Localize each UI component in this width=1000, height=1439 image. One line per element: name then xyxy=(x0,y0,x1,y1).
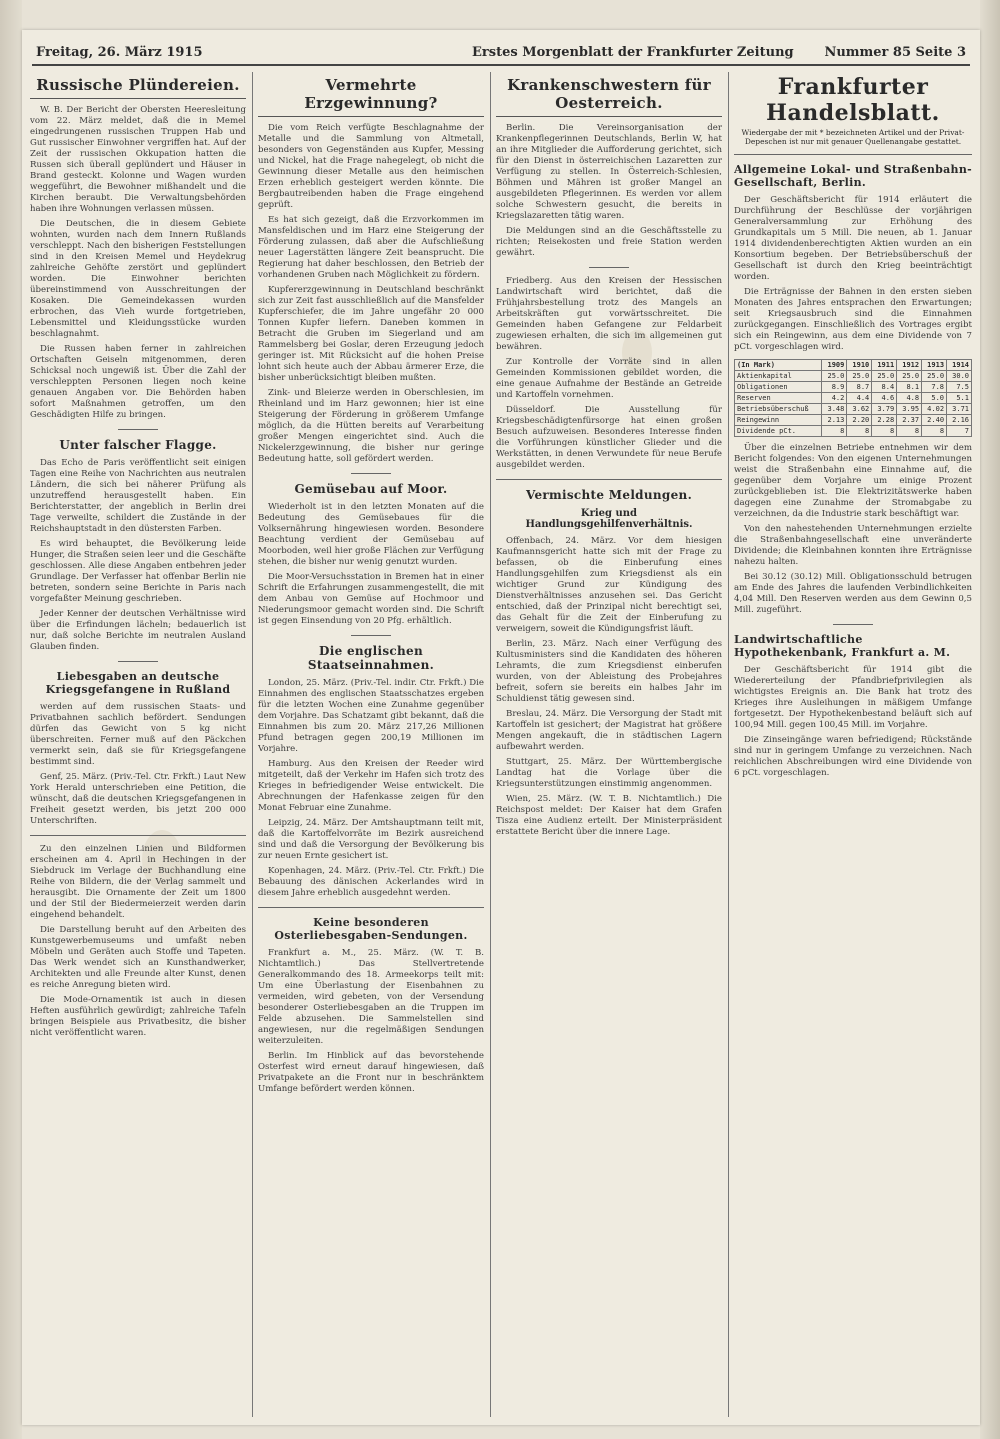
article-paragraph: Offenbach, 24. März. Vor dem hiesigen Kaufmannsgericht hatte sich mit der Frage zu befassen, ob die Einberufung eines Handlungsgehilfen zum Kriegsdienst als ein wichtiger Grund zur Kündigung des Dienstverhältnisses anzusehen sei. Das Gericht entschied, daß der Prinzipal nicht berechtigt sei, das Gehalt für die Zeit der Einberufung zu verweigern, soweit die Kündigungsfrist läuft. xyxy=(496,536,722,634)
article-paragraph: Die Moor-Versuchsstation in Bremen hat in einer Schrift die Erfahrungen zusammengestellt, die mit dem Anbau von Gemüse auf Hochmoor und Niederungsmoor gemacht worden sind. Die Schrift ist gegen Einsendung von 20 Pfg. erhältlich. xyxy=(258,572,484,626)
table-cell: 2.13 xyxy=(822,415,847,426)
article-paragraph: Der Geschäftsbericht für 1914 gibt die Wiedererteilung der Pfandbriefprivilegien als wichtigstes Ereignis an. Die Bank hat trotz des Krieges ihre Ausleihungen in mäßigem Umfange fortgesetzt. Der Hypothekenbestand beläuft sich auf 100,94 Mill. gegen 100,45 Mill. im Vorjahre. xyxy=(734,665,972,730)
article-paragraph: Die vom Reich verfügte Beschlagnahme der Metalle und die Sammlung von Altmetall, besonders von Gegenständen aus Kupfer, Messing und Nickel, hat die Frage nahegelegt, ob nicht die Gewinnung dieser Metalle aus den heimischen Erzen erheblich gesteigert werden könnte. Die Bergbautreibenden haben die Frage eingehend geprüft. xyxy=(258,123,484,210)
article-paragraph: W. B. Der Bericht der Obersten Heeresleitung vom 22. März meldet, daß die in Memel eingedrungenen russischen Truppen Hab und Gut russischer Einwohner vergriffen hat. Auf der Zeit der russischen Okkupation hatten die Russen sich überall geplündert und Häuser in Brand gesteckt. Kolonne und Wagen wurden weggeführt, die Bewohner mißhandelt und die Kirchen beraubt. Die Verwaltungsbehörden haben ihre Wohnungen verlassen müssen. xyxy=(30,105,246,214)
article-paragraph: Bei 30.12 (30.12) Mill. Obligationsschuld betrugen am Ende des Jahres die laufenden Verbindlichkeiten 4,04 Mill. Den Reserven werden aus dem Gewinn 0,5 Mill. zugeführt. xyxy=(734,572,972,615)
article-paragraph: Wiederholt ist in den letzten Monaten auf die Bedeutung des Gemüsebaues für die Volksernährung hingewiesen worden. Besondere Beachtung verdient der Gemüsebau auf Moorboden, weil hier große Flächen zur Verfügung stehen, die bisher nur wenig genutzt wurden. xyxy=(258,502,484,567)
article-paragraph: Die Russen haben ferner in zahlreichen Ortschaften Geiseln mitgenommen, deren Schicksal noch ungewiß ist. Über die Zahl der verschleppten Personen liegen noch keine genauen Angaben vor. Die Behörden haben sofort Maßnahmen getroffen, um den Geschädigten Hilfe zu bringen. xyxy=(30,344,246,420)
table-cell: 25.0 xyxy=(922,371,947,382)
article-headline: Russische Plündereien. xyxy=(30,76,246,99)
table-cell: 30.0 xyxy=(947,371,972,382)
table-cell: Aktienkapital xyxy=(735,371,822,382)
table-cell: 3.48 xyxy=(822,404,847,415)
article-headline: Vermischte Meldungen. xyxy=(525,488,693,502)
table-header-cell: 1910 xyxy=(847,360,872,371)
article-headline: Vermehrte Erzgewinnung? xyxy=(258,76,484,117)
table-cell: 2.37 xyxy=(897,415,922,426)
table-cell: 4.2 xyxy=(822,393,847,404)
article-paragraph: Frankfurt a. M., 25. März. (W. T. B. Nichtamtlich.) Das Stellvertretende Generalkommando des 18. Armeekorps teilt mit: Um eine Überlastung der Eisenbahnen zu vermeiden, wird gebeten, von der Versendung besonderer Osterliebesgaben an die Truppen im Felde abzusehen. Die Sammelstellen sind angewiesen, nur die regelmäßigen Sendungen weiterzuleiten. xyxy=(258,948,484,1046)
table-cell: 7.8 xyxy=(922,382,947,393)
table-cell: 8 xyxy=(922,426,947,437)
table-cell: 4.02 xyxy=(922,404,947,415)
table-cell: 8.4 xyxy=(872,382,897,393)
divider xyxy=(589,267,629,268)
table-row xyxy=(735,415,972,426)
table-header-cell: 1912 xyxy=(897,360,922,371)
table-cell: 2.28 xyxy=(872,415,897,426)
divider xyxy=(118,661,158,662)
table-header-cell: 1909 xyxy=(822,360,847,371)
table-row xyxy=(735,404,972,415)
article-paragraph: Kupfererzgewinnung in Deutschland beschränkt sich zur Zeit fast ausschließlich auf die Mansfelder Kupferschiefer, die im Jahre ungefähr 20 000 Tonnen Kupfer liefern. Daneben kommen in Betracht die Gruben im Siegerland und am Rammelsberg bei Goslar, deren Erzeugung jedoch geringer ist. Mit Rücksicht auf die hohen Preise lohnt sich heute auch der Abbau ärmerer Erze, die bisher unberücksichtigt bleiben mußten. xyxy=(258,285,484,383)
table-header-cell: 1914 xyxy=(947,360,972,371)
table-cell: 5.1 xyxy=(947,393,972,404)
table-cell: 5.0 xyxy=(922,393,947,404)
article-paragraph: Es hat sich gezeigt, daß die Erzvorkommen im Mansfeldischen und im Harz eine Steigerung der Förderung zulassen, daß aber die Aufschließung neuer Lagerstätten längere Zeit beansprucht. Die Regierung hat daher beschlossen, den Betrieb der vorhandenen Gruben nach Möglichkeit zu fördern. xyxy=(258,215,484,280)
table-cell: 3.62 xyxy=(847,404,872,415)
table-cell: 4.6 xyxy=(872,393,897,404)
divider xyxy=(258,907,484,908)
table-cell: 3.79 xyxy=(872,404,897,415)
table-cell: 8.7 xyxy=(847,382,872,393)
article-headline: Unter falscher Flagge. xyxy=(59,438,217,452)
table-row xyxy=(735,382,972,393)
column-1 xyxy=(30,72,246,1417)
table-header-cell: 1911 xyxy=(872,360,897,371)
divider xyxy=(833,624,873,625)
article-paragraph: Zu den einzelnen Linien und Bildformen erscheinen am 4. April in Hechingen in der Siebdruck im Verlage der Buchhandlung eine Reihe von Bildern, die der Verlag sammelt und herausgibt. Die Ornamente der Zeit um 1800 und der Stil der Biedermeierzeit werden darin eingehend behandelt. xyxy=(30,844,246,920)
table-row xyxy=(735,426,972,437)
article-headline: Krankenschwestern für Oesterreich. xyxy=(496,76,722,117)
article-paragraph: Das Echo de Paris veröffentlicht seit einigen Tagen eine Reihe von Nachrichten aus neutralen Ländern, die sich bei näherer Prüfung als unzutreffend herausgestellt haben. Ein Berichterstatter, der angeblich in Berlin drei Tage verweilte, schildert die Zustände in der Reichshauptstadt in den düstersten Farben. xyxy=(30,458,246,534)
page-binding-right xyxy=(980,0,1000,1439)
article-paragraph: Genf, 25. März. (Priv.-Tel. Ctr. Frkft.) Laut New York Herald unterschrieben eine Petition, die wünscht, daß die deutschen Kriegsgefangenen in Freiheit gesetzt werden, bis jetzt 200 000 Unterschriften. xyxy=(30,772,246,826)
column-2 xyxy=(258,72,484,1417)
table-cell: Reingewinn xyxy=(735,415,822,426)
article-headline: Die englischen Staatseinnahmen. xyxy=(307,644,435,672)
table-cell: 8.9 xyxy=(822,382,847,393)
section-note: Wiedergabe der mit * bezeichneten Artikel und der Privat-Depeschen ist nur mit genauer Quellenangabe gestattet. xyxy=(741,128,965,146)
table-cell: 3.95 xyxy=(897,404,922,415)
table-header-cell: 1913 xyxy=(922,360,947,371)
article-paragraph: Stuttgart, 25. März. Der Württembergische Landtag hat die Vorlage über die Kriegsunterstützungen einstimmig angenommen. xyxy=(496,757,722,789)
article-paragraph: Zur Kontrolle der Vorräte sind in allen Gemeinden Kommissionen gebildet worden, die eine genaue Aufnahme der Bestände an Getreide und Kartoffeln vornehmen. xyxy=(496,357,722,400)
table-cell: 2.40 xyxy=(922,415,947,426)
column-4-handelsblatt xyxy=(734,72,972,1417)
table-header-cell: (In Mark) xyxy=(735,360,822,371)
article-paragraph: Friedberg. Aus den Kreisen der Hessischen Landwirtschaft wird berichtet, daß die Frühjahrsbestellung trotz des Mangels an Arbeitskräften gut vorwärtsschreitet. Die Gemeinden haben Gefangene zur Feldarbeit zugewiesen erhalten, die sich im allgemeinen gut bewähren. xyxy=(496,276,722,352)
article-paragraph: Düsseldorf. Die Ausstellung für Kriegsbeschädigtenfürsorge hat einen großen Besuch aufzuweisen. Besonderes Interesse finden die Vorführungen künstlicher Glieder und die Werkstätten, in denen Verwundete für neue Berufe ausgebildet werden. xyxy=(496,405,722,470)
table-cell: Obligationen xyxy=(735,382,822,393)
article-paragraph: Breslau, 24. März. Die Versorgung der Stadt mit Kartoffeln ist gesichert; der Magistrat hat größere Mengen angekauft, die in städtischen Lagern aufbewahrt werden. xyxy=(496,709,722,752)
article-paragraph: Wien, 25. März. (W. T. B. Nichtamtlich.) Die Reichspost meldet: Der Kaiser hat dem Grafen Tisza eine Audienz erteilt. Der Ministerpräsident erstattete Bericht über die innere Lage. xyxy=(496,794,722,837)
article-paragraph: Die Erträgnisse der Bahnen in den ersten sieben Monaten des Jahres entsprachen den Erwartungen; seit Kriegsausbruch sind die Einnahmen zurückgegangen. Einschließlich des Vortrages ergibt sich ein Reingewinn, aus dem eine Dividende von 7 pCt. vorgeschlagen wird. xyxy=(734,287,972,352)
table-cell: 2.20 xyxy=(847,415,872,426)
article-paragraph: Jeder Kenner der deutschen Verhältnisse wird über die Erfindungen lächeln; bedauerlich ist nur, daß solche Berichte im neutralen Ausland Glauben finden. xyxy=(30,609,246,652)
masthead-paper-name: Erstes Morgenblatt der Frankfurter Zeitung xyxy=(472,45,794,60)
article-headline: Landwirtschaftliche Hypothekenbank, Frankfurt a. M. xyxy=(734,633,951,659)
table-cell: 8 xyxy=(872,426,897,437)
article-paragraph: Der Geschäftsbericht für 1914 erläutert die Durchführung der Beschlüsse der vorjährigen Generalversammlung zur Erhöhung des Grundkapitals um 5 Mill. Die neuen, ab 1. Januar 1914 dividendenberechtigten Aktien wurden an ein Konsortium begeben. Der Betriebsüberschuß der Gesellschaft ist durch den Krieg beeinträchtigt worden. xyxy=(734,195,972,282)
article-paragraph: Die Zinseingänge waren befriedigend; Rückstände sind nur in geringem Umfange zu verzeichnen. Nach reichlichen Abschreibungen wird eine Dividende von 6 pCt. vorgeschlagen. xyxy=(734,735,972,778)
article-paragraph: Berlin. Im Hinblick auf das bevorstehende Osterfest wird erneut darauf hingewiesen, daß Privatpakete an die Front nur in beschränktem Umfange befördert werden können. xyxy=(258,1051,484,1094)
article-paragraph: Die Mode-Ornamentik ist auch in diesen Heften ausführlich gewürdigt; zahlreiche Tafeln bringen Beispiele aus Privatbesitz, die bisher nicht veröffentlicht waren. xyxy=(30,995,246,1038)
article-paragraph: Kopenhagen, 24. März. (Priv.-Tel. Ctr. Frkft.) Die Bebauung des dänischen Ackerlandes wird in diesem Jahre erheblich ausgedehnt werden. xyxy=(258,866,484,898)
table-cell: 25.0 xyxy=(822,371,847,382)
financial-table xyxy=(734,359,972,437)
article-paragraph: Es wird behauptet, die Bevölkerung leide Hunger, die Straßen seien leer und die Geschäfte geschlossen. Alle diese Angaben entbehren jeder Grundlage. Der Verfasser hat offenbar Berlin nie betreten, sondern seine Berichte in Paris nach vorgefaßter Meinung geschrieben. xyxy=(30,539,246,604)
column-rule xyxy=(728,72,729,1417)
masthead-date: Freitag, 26. März 1915 xyxy=(36,45,203,60)
article-headline: Allgemeine Lokal- und Straßenbahn-Gesellschaft, Berlin. xyxy=(734,163,972,189)
table-cell: Reserven xyxy=(735,393,822,404)
table-cell: 4.8 xyxy=(897,393,922,404)
table-cell: 7.5 xyxy=(947,382,972,393)
table-cell: 8 xyxy=(897,426,922,437)
article-paragraph: Die Darstellung beruht auf den Arbeiten des Kunstgewerbemuseums und umfaßt neben Möbeln und Geräten auch Stoffe und Tapeten. Das Werk wendet sich an Kunsthandwerker, Architekten und alle Freunde alter Kunst, denen es reiche Anregung bieten wird. xyxy=(30,925,246,990)
table-cell: 25.0 xyxy=(847,371,872,382)
article-headline: Keine besonderen Osterliebesgaben-Sendungen. xyxy=(274,916,468,942)
article-paragraph: Zink- und Bleierze werden in Oberschlesien, im Rheinland und im Harz gewonnen; hier ist eine Steigerung der Förderung in größerem Umfange möglich, da die Hütten bereits auf Verarbeitung großer Mengen eingerichtet sind. Auch die Nickelerzgewinnung, die bisher nur geringe Bedeutung hatte, soll gefördert werden. xyxy=(258,388,484,464)
divider xyxy=(118,429,158,430)
table-cell: 3.71 xyxy=(947,404,972,415)
column-rule xyxy=(490,72,491,1417)
column-3 xyxy=(496,72,722,1417)
table-cell: 8.1 xyxy=(897,382,922,393)
divider xyxy=(496,479,722,480)
article-paragraph: werden auf dem russischen Staats- und Privatbahnen sachlich befördert. Sendungen dürfen das Gewicht von 5 kg nicht überschreiten. Ferner muß auf den Päckchen vermerkt sein, daß sie für Kriegsgefangene bestimmt sind. xyxy=(30,702,246,767)
table-row xyxy=(735,371,972,382)
table-cell: 8 xyxy=(847,426,872,437)
table-cell: 2.16 xyxy=(947,415,972,426)
table-cell: 25.0 xyxy=(897,371,922,382)
article-subheadline: Krieg und Handlungsgehilfenverhältnis. xyxy=(525,508,693,530)
article-paragraph: London, 25. März. (Priv.-Tel. indir. Ctr. Frkft.) Die Einnahmen des englischen Staatsschatzes ergeben für die letzten Wochen eine Zunahme gegenüber dem Vorjahre. Das Schatzamt gibt bekannt, daß die Einnahmen bis zum 20. März 217,26 Millionen Pfund betragen gegen 200,19 Millionen im Vorjahre. xyxy=(258,678,484,754)
column-rule xyxy=(252,72,253,1417)
article-paragraph: Hamburg. Aus den Kreisen der Reeder wird mitgeteilt, daß der Verkehr im Hafen sich trotz des Krieges in befriedigender Weise entwickelt. Die Abrechnungen der Hafenkasse zeigen für den Monat Februar eine Zunahme. xyxy=(258,759,484,813)
article-paragraph: Die Meldungen sind an die Geschäftsstelle zu richten; Reisekosten und freie Station werden gewährt. xyxy=(496,226,722,258)
article-paragraph: Die Deutschen, die in diesem Gebiete wohnten, wurden nach dem Innern Rußlands verschleppt. Nach den bisherigen Feststellungen sind in den Kreisen Memel und Heydekrug zahlreiche Gehöfte zerstört und geplündert worden. Die Einwohner berichten übereinstimmend von Ausschreitungen der Kosaken. Die Gemeindekassen wurden erbrochen, das Vieh wurde fortgetrieben, Lebensmittel und Kleidungsstücke wurden beschlagnahmt. xyxy=(30,219,246,339)
article-headline: Liebesgaben an deutsche Kriegsgefangene in Rußland xyxy=(45,670,231,696)
table-cell: 25.0 xyxy=(872,371,897,382)
article-headline: Gemüsebau auf Moor. xyxy=(294,482,448,496)
article-paragraph: Berlin, 23. März. Nach einer Verfügung des Kultusministers sind die Kandidaten des höheren Lehramts, die zum Kriegsdienst einberufen wurden, von der Ableistung des Probejahres befreit, sofern sie bereits ein halbes Jahr im Schuldienst tätig gewesen sind. xyxy=(496,639,722,704)
page-binding-left xyxy=(0,0,22,1439)
divider xyxy=(351,473,391,474)
article-paragraph: Berlin. Die Vereinsorganisation der Krankenpflegerinnen Deutschlands, Berlin W, hat an ihre Mitglieder die Aufforderung gerichtet, sich für den Dienst in österreichischen Lazaretten zur Verfügung zu stellen. In Österreich-Schlesien, Böhmen und Mähren ist großer Mangel an ausgebildeten Pflegerinnen. Es werden vor allem solche Schwestern gesucht, die bereits in Kriegslazaretten tätig waren. xyxy=(496,123,722,221)
divider xyxy=(30,835,246,836)
masthead-page-number: Nummer 85 Seite 3 xyxy=(824,45,966,60)
masthead xyxy=(32,42,970,66)
table-cell: 7 xyxy=(947,426,972,437)
divider xyxy=(734,154,972,155)
table-cell: Betriebsüberschuß xyxy=(735,404,822,415)
table-cell: 8 xyxy=(822,426,847,437)
article-paragraph: Leipzig, 24. März. Der Amtshauptmann teilt mit, daß die Kartoffelvorräte im Bezirk ausreichend sind und daß die Versorgung der Bevölkerung bis zur neuen Ernte gesichert ist. xyxy=(258,818,484,861)
section-title: Frankfurter Handelsblatt. xyxy=(766,74,940,126)
table-cell: Dividende pCt. xyxy=(735,426,822,437)
table-row xyxy=(735,393,972,404)
article-paragraph: Über die einzelnen Betriebe entnehmen wir dem Bericht folgendes: Von den eigenen Unternehmungen weist die Straßenbahn eine Einnahme auf, die gegenüber dem Vorjahre um einige Prozent zurückgeblieben ist. Die Elektrizitätswerke haben dagegen eine Zunahme der Stromabgabe zu verzeichnen, da die Industrie stark beschäftigt war. xyxy=(734,443,972,519)
article-paragraph: Von den nahestehenden Unternehmungen erzielte die Straßenbahngesellschaft eine unveränderte Dividende; die Kleinbahnen konnten ihre Erträgnisse nahezu halten. xyxy=(734,524,972,567)
divider xyxy=(351,635,391,636)
table-cell: 4.4 xyxy=(847,393,872,404)
newspaper-page xyxy=(22,30,980,1425)
